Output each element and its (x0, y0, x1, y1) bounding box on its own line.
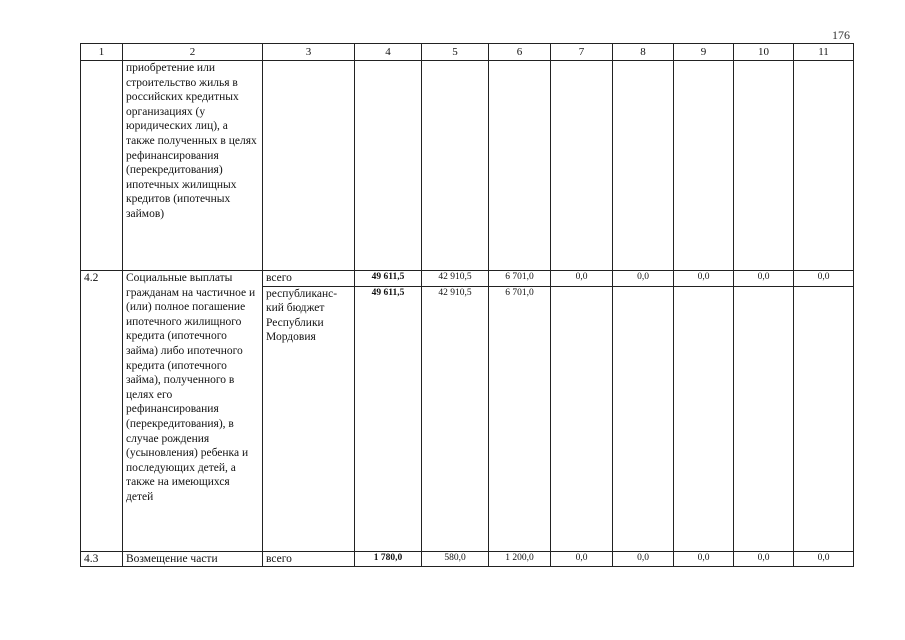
column-header: 10 (734, 44, 794, 61)
value-cell: 0,0 (734, 271, 794, 287)
value-cell: 0,0 (613, 551, 674, 567)
row-4-1-continued-text: приобретение или строительство жилья в российских кредитных организациях (у юридических лиц), а также полученных в целях рефинансирования (перекредитования) ипотечных жилищных кредитов (ипотечных займов) (123, 61, 263, 271)
value-cell: 42 910,5 (422, 286, 489, 551)
column-number-row (81, 44, 854, 61)
column-header: 2 (123, 44, 263, 61)
table-row (81, 61, 854, 271)
value-cell: 1 780,0 (355, 551, 422, 567)
value-cell: 6 701,0 (489, 286, 551, 551)
column-header: 5 (422, 44, 489, 61)
value-cell: 0,0 (674, 551, 734, 567)
value-cell: 0,0 (734, 551, 794, 567)
value-cell: 580,0 (422, 551, 489, 567)
row-number: 4.3 (81, 551, 123, 567)
value-cell: 0,0 (551, 551, 613, 567)
funding-source: республиканс-кий бюджет Республики Мордовия (263, 286, 355, 551)
row-name: Возмещение части (123, 551, 263, 567)
column-header: 11 (794, 44, 854, 61)
value-cell: 49 611,5 (355, 271, 422, 287)
value-cell: 0,0 (674, 271, 734, 287)
value-cell: 0,0 (794, 271, 854, 287)
value-cell: 0,0 (613, 271, 674, 287)
column-header: 8 (613, 44, 674, 61)
row-name: Социальные выплаты гражданам на частичное и (или) полное погашение ипотечного жилищного кредита (ипотечного займа) либо ипотечного кредита (ипотечного займа), полученного в целях его рефинансирования (перекредитования), в случае рождения (усыновления) ребенка и последующих детей, а также на имеющихся детей (123, 271, 263, 552)
column-header: 1 (81, 44, 123, 61)
page-number: 176 (832, 28, 850, 42)
column-header: 9 (674, 44, 734, 61)
column-header: 6 (489, 44, 551, 61)
table-row (81, 551, 854, 567)
value-cell: 0,0 (551, 271, 613, 287)
funding-source: всего (263, 551, 355, 567)
funding-source: всего (263, 271, 355, 287)
budget-table (80, 43, 854, 567)
column-header: 4 (355, 44, 422, 61)
column-header: 7 (551, 44, 613, 61)
value-cell: 42 910,5 (422, 271, 489, 287)
table-row (81, 271, 854, 287)
column-header: 3 (263, 44, 355, 61)
value-cell: 0,0 (794, 551, 854, 567)
value-cell: 49 611,5 (355, 286, 422, 551)
row-number: 4.2 (81, 271, 123, 552)
value-cell: 1 200,0 (489, 551, 551, 567)
value-cell: 6 701,0 (489, 271, 551, 287)
